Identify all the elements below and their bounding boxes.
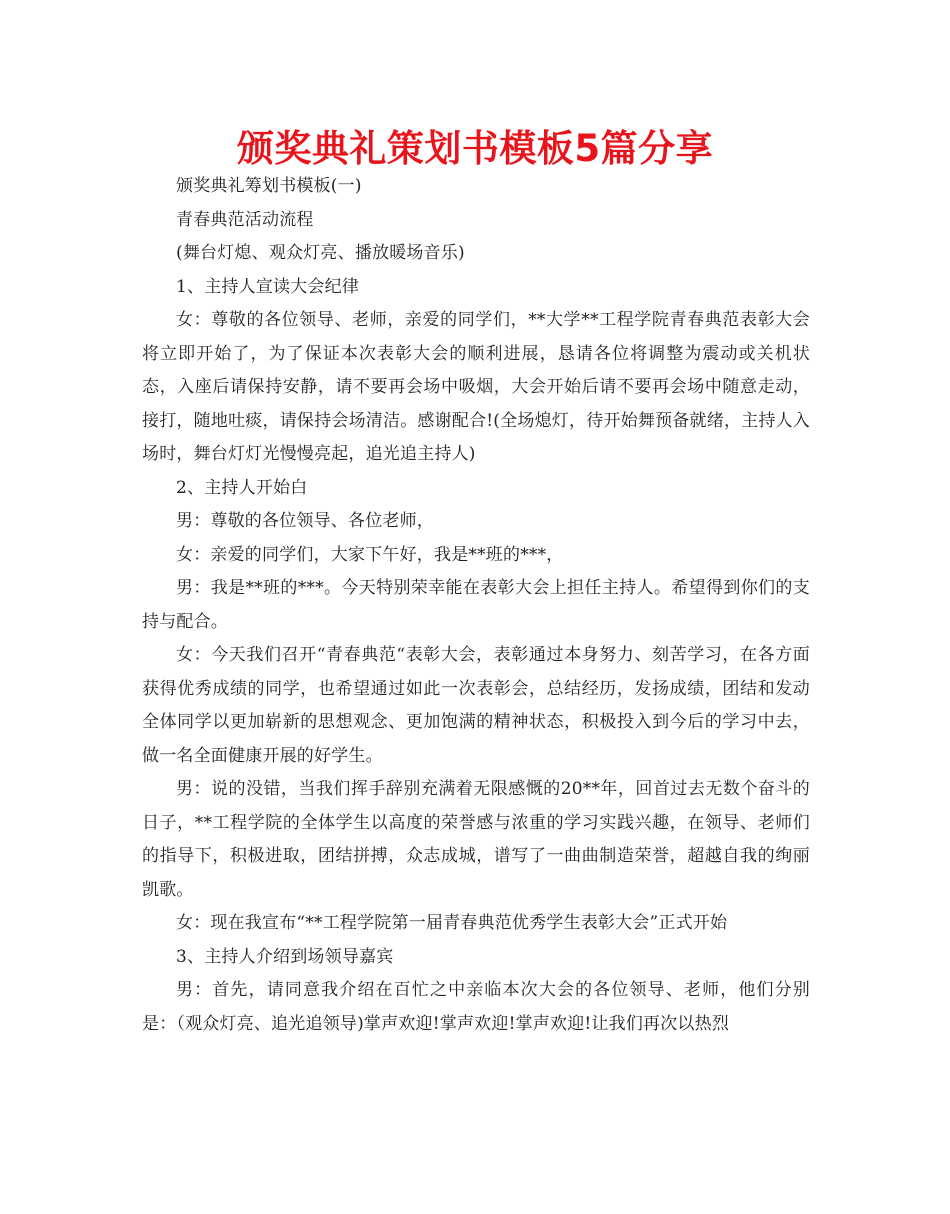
paragraph: 男：首先，请同意我介绍在百忙之中亲临本次大会的各位领导、老师，他们分别是：（观众灯亮、追光追领导)掌声欢迎!掌声欢迎!掌声欢迎!让我们再次以热烈: [142, 980, 810, 1034]
paragraph: 2、主持人开始白: [176, 477, 308, 498]
paragraph: 1、主持人宣读大会纪律: [176, 276, 360, 297]
paragraph: 女：现在我宣布“**工程学院第一届青春典范优秀学生表彰大会”正式开始: [176, 913, 728, 933]
paragraph: (舞台灯熄、观众灯亮、播放暖场音乐): [176, 243, 465, 263]
paragraph: 男：说的没错，当我们挥手辞别充满着无限感慨的20**年，回首过去无数个奋斗的日子，**工程学院的全体学生以高度的荣誉感与浓重的学习实践兴趣，在领导、老师们的指导下，积极进取，团结拼搏，众志成城，谱写了一曲曲制造荣誉，超越自我的绚丽凯歌。: [142, 779, 810, 900]
paragraph: 女：亲爱的同学们，大家下午好，我是**班的***，: [176, 544, 564, 565]
paragraph: 男：尊敬的各位领导、各位老师，: [176, 511, 434, 531]
paragraph: 青春典范活动流程: [176, 209, 314, 230]
paragraph: 3、主持人介绍到场领导嘉宾: [176, 946, 394, 967]
document-body: [142, 170, 810, 1041]
paragraph: 男：我是**班的***。今天特别荣幸能在表彰大会上担任主持人。希望得到你们的支持与配合。: [142, 578, 810, 632]
paragraph: 女：今天我们召开“青春典范“表彰大会，表彰通过本身努力、刻苦学习，在各方面获得优秀成绩的同学，也希望通过如此一次表彰会，总结经历，发扬成绩，团结和发动全体同学以更加崭新的思想观念、更加饱满的精神状态，积极投入到今后的学习中去，做一名全面健康开展的好学生。: [142, 645, 810, 766]
paragraph: 颁奖典礼筹划书模板(一): [176, 176, 362, 196]
document-title: 颁奖典礼策划书模板5篇分享: [236, 127, 714, 170]
paragraph: 女：尊敬的各位领导、老师，亲爱的同学们，**大学**工程学院青春典范表彰大会将立即开始了，为了保证本次表彰大会的顺利进展，恳请各位将调整为震动或关机状态，入座后请保持安静，请不要再会场中吸烟，大会开始后请不要再会场中随意走动，接打，随地吐痰，请保持会场清洁。感谢配合!(全场熄灯，待开始舞预备就绪，主持人入场时，舞台灯灯光慢慢亮起，追光追主持人): [142, 310, 810, 464]
